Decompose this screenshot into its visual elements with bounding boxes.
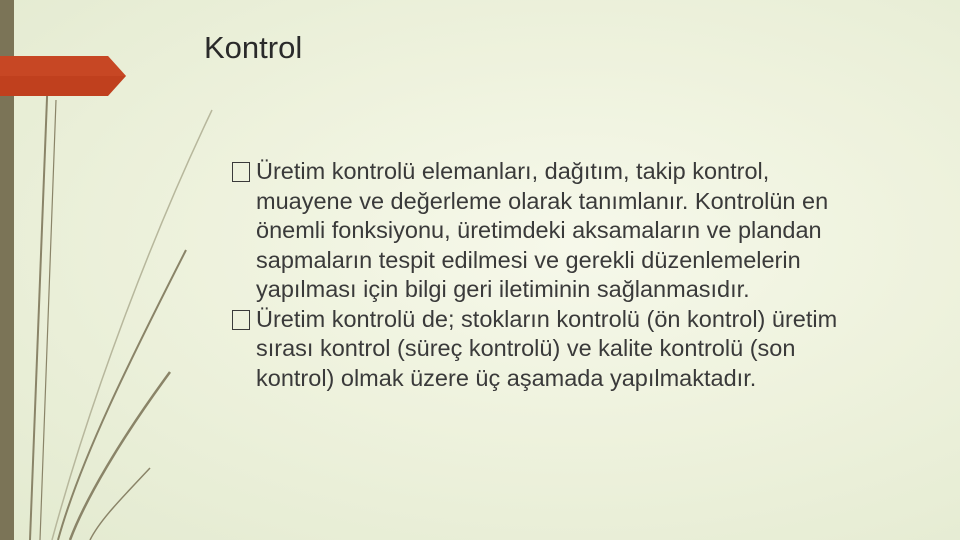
bullet-item — [232, 157, 842, 305]
bullet-list — [232, 157, 842, 393]
title-accent-arrow — [0, 56, 126, 96]
slide-title: Kontrol — [204, 30, 303, 65]
bullet-text: Üretim kontrolü de; stokların kontrolü (ön kontrol) üretim sırası kontrol (süreç kontrolü) ve kalite kontrolü (son kontrol) olmak üzere üç aşamada yapılmaktadır. — [256, 305, 838, 391]
bullet-text: Üretim kontrolü elemanları, dağıtım, takip kontrol, muayene ve değerleme olarak tanımlanır. Kontrolün en önemli fonksiyonu, üretimdeki aksamaların ve plandan sapmaların tespit edilmesi ve gerekli düzenlemelerin yapılması için bilgi geri iletiminin sağlanmasıdır. — [256, 158, 829, 302]
missing-glyph-box-icon — [232, 310, 250, 330]
missing-glyph-box-icon — [232, 162, 250, 182]
bullet-item — [232, 305, 842, 394]
